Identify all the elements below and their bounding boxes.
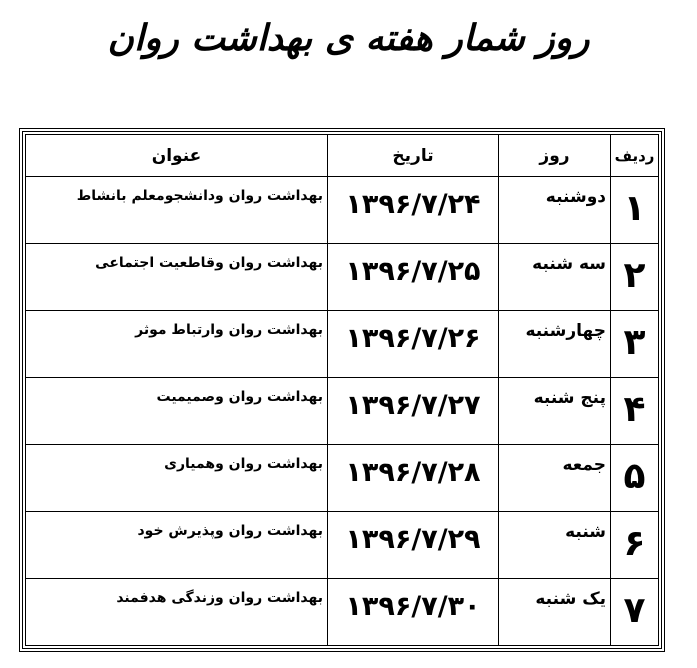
row-index: ۳: [611, 311, 659, 378]
schedule-table: [25, 134, 659, 646]
row-day: چهارشنبه: [499, 311, 611, 378]
row-index: ۵: [611, 445, 659, 512]
row-title: بهداشت روان ودانشجومعلم بانشاط: [26, 177, 328, 244]
row-title: بهداشت روان وارتباط موثر: [26, 311, 328, 378]
table-row: [26, 579, 659, 646]
header-index: ردیف: [611, 135, 659, 177]
row-day: پنج شنبه: [499, 378, 611, 445]
header-row: [26, 135, 659, 177]
table-row: [26, 177, 659, 244]
table-row: [26, 378, 659, 445]
table-row: [26, 445, 659, 512]
row-day: یک شنبه: [499, 579, 611, 646]
header-day: روز: [499, 135, 611, 177]
row-title: بهداشت روان وقاطعیت اجتماعی: [26, 244, 328, 311]
row-date: ۱۳۹۶/۷/۲۶: [328, 311, 499, 378]
page-title: روز شمار هفته ی بهداشت روان: [107, 17, 590, 59]
row-date: ۱۳۹۶/۷/۲۸: [328, 445, 499, 512]
row-date: ۱۳۹۶/۷/۲۷: [328, 378, 499, 445]
row-day: سه شنبه: [499, 244, 611, 311]
row-title: بهداشت روان وصمیمیت: [26, 378, 328, 445]
row-index: ۴: [611, 378, 659, 445]
row-day: دوشنبه: [499, 177, 611, 244]
row-index: ۲: [611, 244, 659, 311]
row-title: بهداشت روان وزندگی هدفمند: [26, 579, 328, 646]
row-index: ۱: [611, 177, 659, 244]
row-index: ۶: [611, 512, 659, 579]
row-date: ۱۳۹۶/۷/۲۴: [328, 177, 499, 244]
table-row: [26, 244, 659, 311]
header-date: تاریخ: [328, 135, 499, 177]
table-row: [26, 512, 659, 579]
row-title: بهداشت روان وهمیاری: [26, 445, 328, 512]
header-title: عنوان: [26, 135, 328, 177]
row-date: ۱۳۹۶/۷/۳۰: [328, 579, 499, 646]
row-day: شنبه: [499, 512, 611, 579]
row-title: بهداشت روان وپذیرش خود: [26, 512, 328, 579]
row-index: ۷: [611, 579, 659, 646]
row-date: ۱۳۹۶/۷/۲۵: [328, 244, 499, 311]
row-date: ۱۳۹۶/۷/۲۹: [328, 512, 499, 579]
row-day: جمعه: [499, 445, 611, 512]
table-row: [26, 311, 659, 378]
